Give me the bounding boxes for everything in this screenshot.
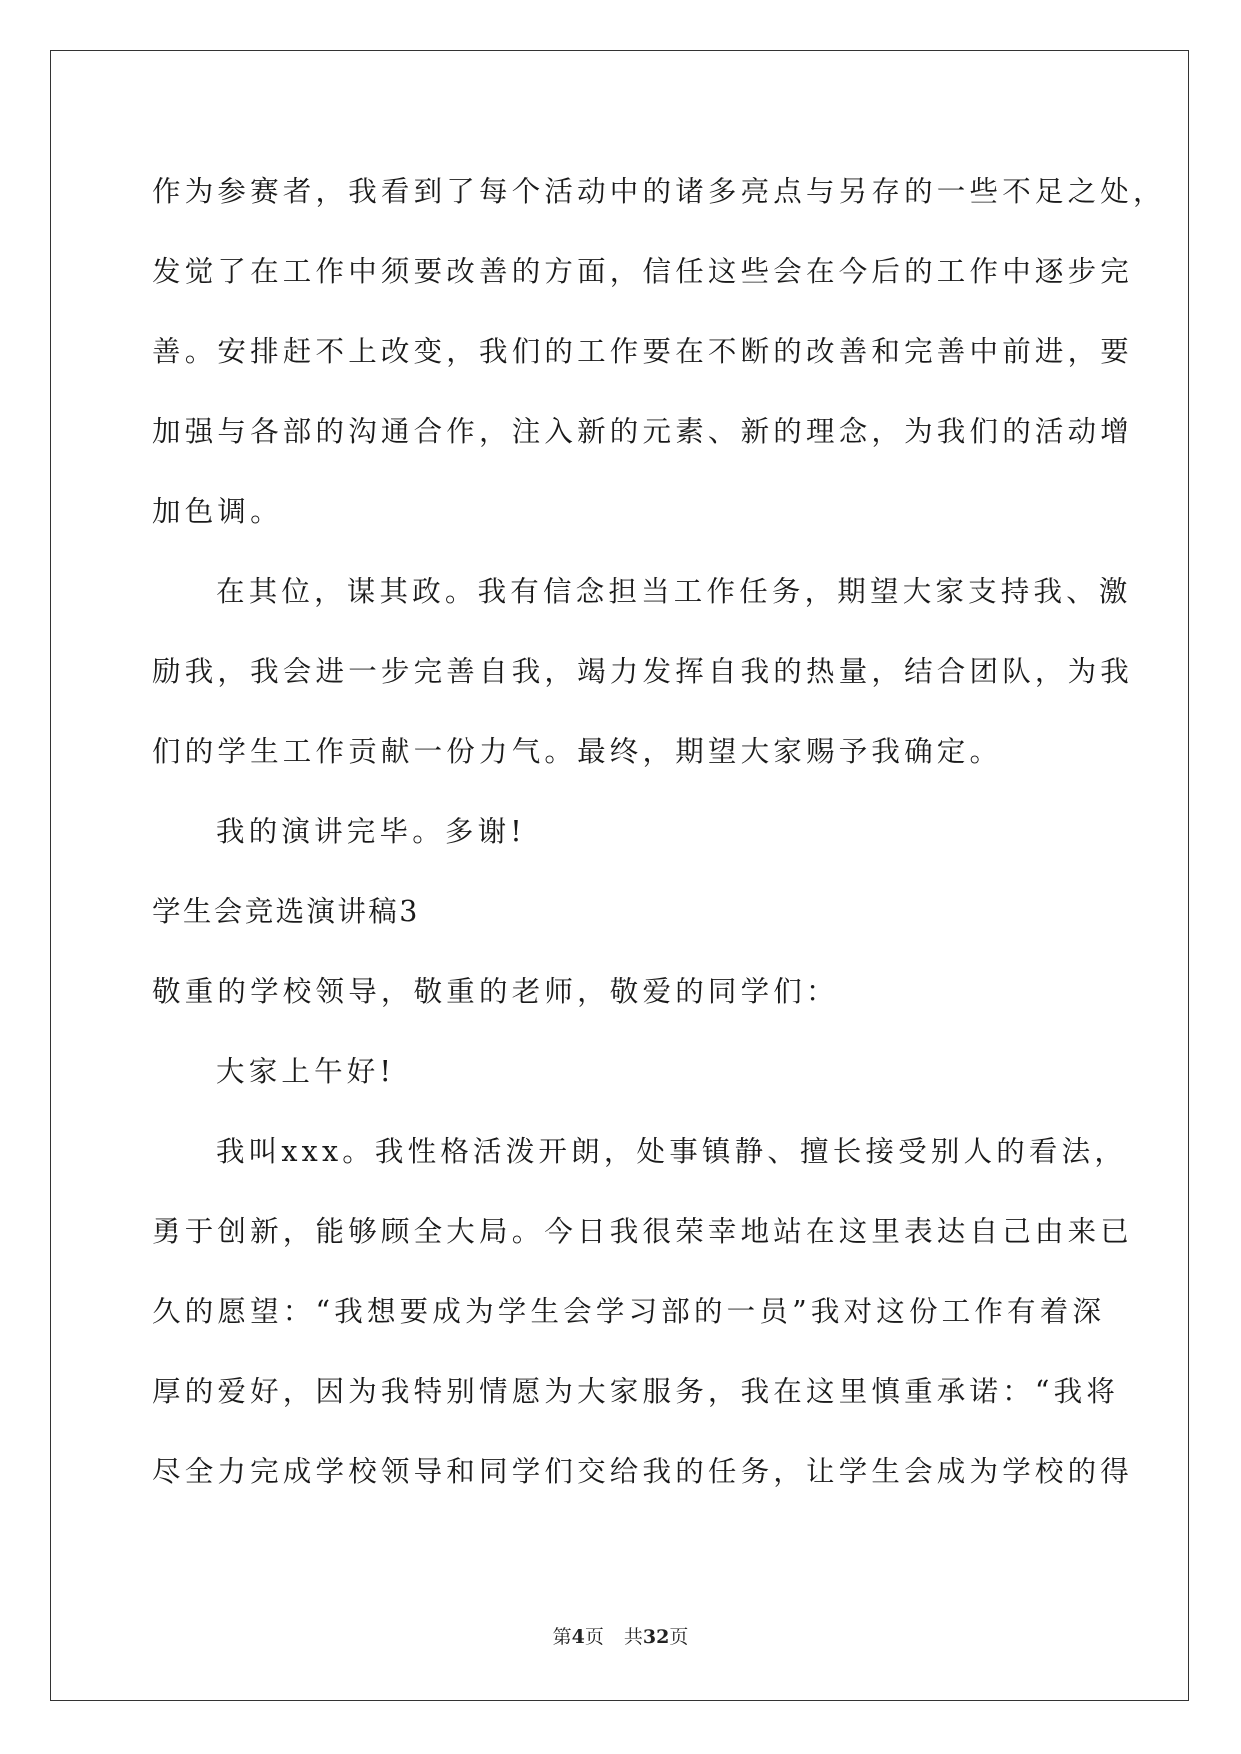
page-number: 4	[571, 1626, 585, 1648]
text-line: 勇于创新，能够顾全大局。今日我很荣幸地站在这里表达自己由来已	[152, 1215, 1134, 1248]
text-line: 厚的爱好，因为我特别情愿为大家服务，我在这里慎重承诺：“我将	[152, 1375, 1120, 1408]
total-prefix: 共	[623, 1626, 643, 1648]
total-pages: 32	[642, 1626, 670, 1648]
section-heading: 学生会竞选演讲稿3	[152, 895, 420, 928]
text-line: 们的学生工作贡献一份力气。最终，期望大家赐予我确定。	[152, 735, 1003, 768]
page-prefix: 第	[552, 1626, 572, 1648]
salutation: 敬重的学校领导，敬重的老师，敬爱的同学们：	[152, 975, 839, 1008]
text-line: 加强与各部的沟通合作，注入新的元素、新的理念，为我们的活动增	[152, 415, 1134, 448]
page-suffix: 页	[584, 1626, 604, 1648]
text-line: 发觉了在工作中须要改善的方面，信任这些会在今后的工作中逐步完	[152, 255, 1134, 288]
page-footer	[0, 1622, 1241, 1649]
total-suffix: 页	[669, 1626, 689, 1648]
document-body	[152, 158, 1166, 1518]
paragraph-first-line: 我叫xxx。我性格活泼开朗，处事镇静、擅长接受别人的看法，	[216, 1135, 1128, 1168]
text-line: 善。安排赶不上改变，我们的工作要在不断的改善和完善中前进，要	[152, 335, 1134, 368]
paragraph-first-line: 我的演讲完毕。多谢!	[216, 815, 526, 848]
text-line: 久的愿望：“我想要成为学生会学习部的一员”我对这份工作有着深	[152, 1295, 1106, 1328]
paragraph-first-line: 在其位，谋其政。我有信念担当工作任务，期望大家支持我、激	[216, 575, 1132, 608]
text-line: 励我，我会进一步完善自我，竭力发挥自我的热量，结合团队，为我	[152, 655, 1134, 688]
text-line: 尽全力完成学校领导和同学们交给我的任务，让学生会成为学校的得	[152, 1455, 1134, 1488]
text-line: 加色调。	[152, 495, 283, 528]
greeting: 大家上午好!	[216, 1055, 396, 1088]
text-line: 作为参赛者，我看到了每个活动中的诸多亮点与另存的一些不足之处，	[152, 175, 1166, 208]
